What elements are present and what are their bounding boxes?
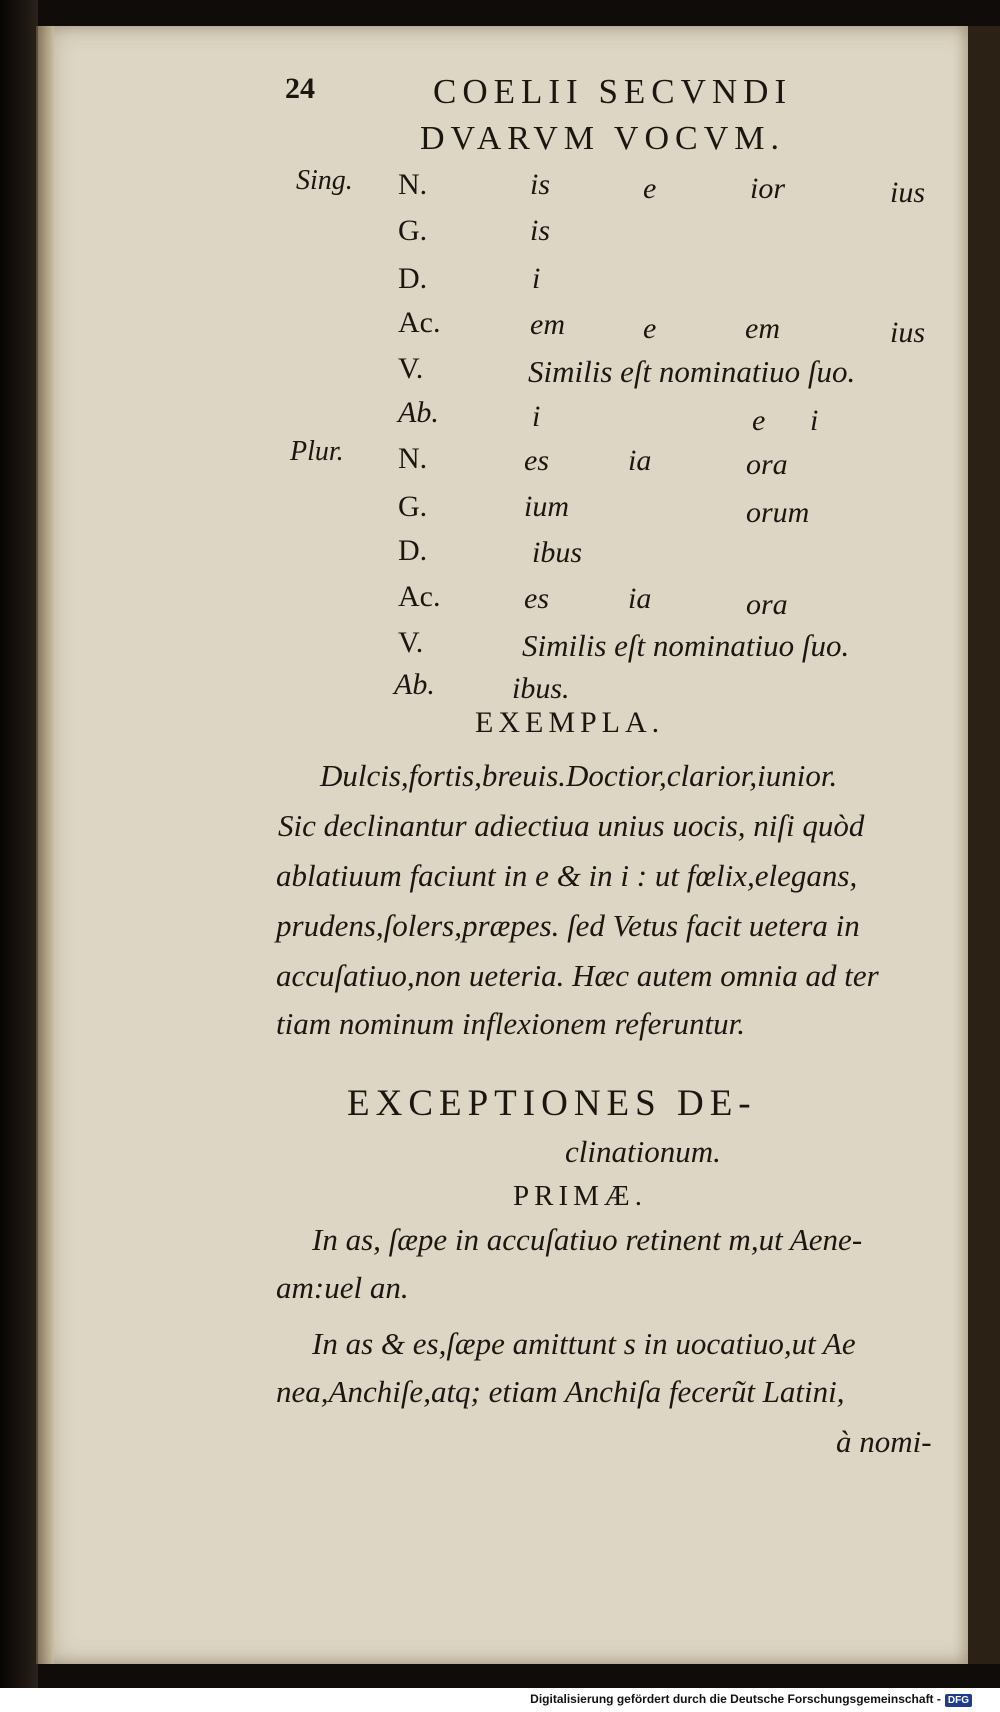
ending: ius xyxy=(890,316,926,349)
paragraph-line: ablatiuum faciunt in e & in i : ut fœlix,elegans, xyxy=(276,858,858,893)
vocative-note: Similis eſt nominatiuo ſuo. xyxy=(522,628,850,663)
case-label: Ac. xyxy=(398,306,441,339)
paragraph-line: nea,Anchiſe,atq; etiam Anchiſa fecerũt Latini, xyxy=(276,1374,845,1409)
paragraph-line: am:uel an. xyxy=(276,1270,409,1305)
paragraph-line: In as & es,ſæpe amittunt s in uocatiuo,ut Ae xyxy=(312,1326,856,1361)
ending: em xyxy=(530,308,565,341)
case-label: N. xyxy=(398,442,428,475)
plural-label: Plur. xyxy=(290,436,344,467)
ending: ora xyxy=(746,448,788,481)
ending: em xyxy=(745,312,780,345)
book-edge xyxy=(968,26,1000,1664)
ending: ior xyxy=(750,172,786,205)
ending: ora xyxy=(746,588,788,621)
case-label: G. xyxy=(398,490,428,523)
ending: is xyxy=(530,214,551,247)
ending: es xyxy=(524,582,549,615)
exceptions-title: EXCEPTIONES DE- xyxy=(347,1083,757,1124)
singular-label: Sing. xyxy=(296,165,353,196)
exceptions-subheading: PRIMÆ. xyxy=(513,1180,647,1212)
case-label: G. xyxy=(398,214,428,247)
case-label: V. xyxy=(398,352,424,385)
paragraph-line: Sic declinantur adiectiua unius uocis, niſi quòd xyxy=(278,808,865,843)
ending: is xyxy=(530,168,551,201)
ending: i xyxy=(532,400,541,433)
footer-text: Digitalisierung gefördert durch die Deutsche Forschungsgemeinschaft - xyxy=(530,1692,941,1706)
exceptions-subtitle: clinationum. xyxy=(565,1134,721,1169)
book-page xyxy=(38,26,968,1664)
ending: orum xyxy=(746,496,810,529)
ending: i xyxy=(532,262,541,295)
ending: ius xyxy=(890,176,926,209)
ending: ibus xyxy=(532,536,583,569)
page-gutter xyxy=(36,26,54,1664)
section-heading: DVARVM VOCVM. xyxy=(420,120,785,157)
case-label: Ab. xyxy=(398,396,439,429)
vocative-note: Similis eſt nominatiuo ſuo. xyxy=(528,354,856,389)
running-title: COELII SECVNDI xyxy=(433,72,793,111)
paragraph-line: prudens,ſolers,præpes. ſed Vetus facit uetera in xyxy=(276,908,860,943)
ending: e xyxy=(752,404,766,437)
ending: es xyxy=(524,444,549,477)
case-label: D. xyxy=(398,534,428,567)
exempla-title: EXEMPLA. xyxy=(475,706,665,739)
dfg-logo: DFG xyxy=(945,1694,972,1707)
footer-credit xyxy=(530,1692,972,1707)
case-label: V. xyxy=(398,626,424,659)
paragraph-line: In as, ſæpe in accuſatiuo retinent m,ut Aene- xyxy=(312,1222,863,1257)
case-label: N. xyxy=(398,168,428,201)
paragraph-line: tiam nominum inflexionem referuntur. xyxy=(276,1006,745,1041)
case-label: Ab. xyxy=(394,668,435,701)
ending: e xyxy=(643,172,657,205)
ending: ibus. xyxy=(512,672,570,705)
ending: ia xyxy=(628,582,652,615)
ending: i xyxy=(810,404,819,437)
page-number: 24 xyxy=(285,72,315,105)
ending: ia xyxy=(628,444,652,477)
case-label: Ac. xyxy=(398,580,441,613)
catchword: à nomi- xyxy=(836,1424,932,1459)
paragraph-line: Dulcis,fortis,breuis.Doctior,clarior,iunior. xyxy=(320,758,838,793)
ending: e xyxy=(643,312,657,345)
case-label: D. xyxy=(398,262,428,295)
book-spine-shadow xyxy=(0,0,38,1712)
paragraph-line: accuſatiuo,non ueteria. Hæc autem omnia ad ter xyxy=(276,958,879,993)
ending: ium xyxy=(524,490,569,523)
